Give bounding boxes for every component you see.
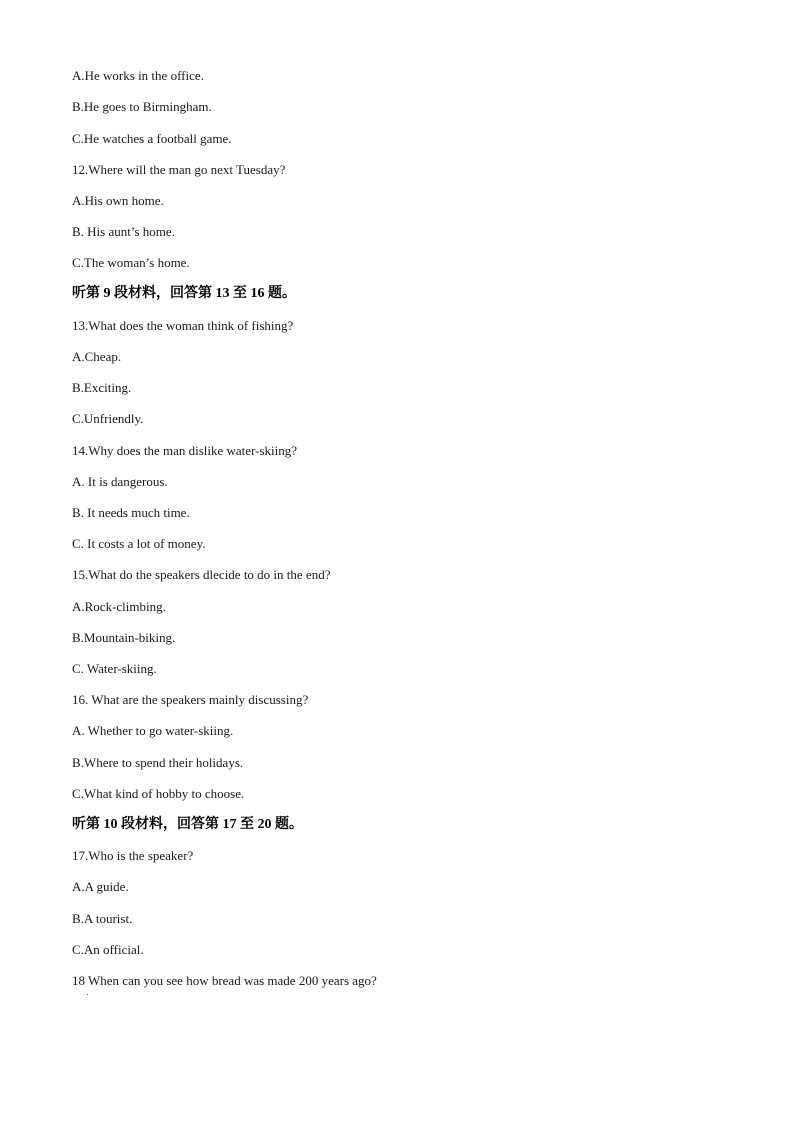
question-14: 14.Why does the man dislike water-skiing? xyxy=(72,443,298,458)
option-17b: B.A tourist. xyxy=(72,911,133,926)
option-16c: C.What kind of hobby to choose. xyxy=(72,786,245,801)
option-11c: C.He watches a football game. xyxy=(72,131,232,146)
option-12b: B. His aunt’s home. xyxy=(72,224,175,239)
section-heading-10: 听第 10 段材料，回答第 17 至 20 题。 xyxy=(72,817,303,832)
option-15c: C. Water-skiing. xyxy=(72,661,157,676)
section-heading-9: 听第 9 段材料，回答第 13 至 16 题。 xyxy=(72,286,296,301)
question-15: 15.What do the speakers dlecide to do in the end? xyxy=(72,567,331,582)
question-18: 18 When can you see how bread was made 200 years ago? xyxy=(72,973,377,988)
option-17c: C.An official. xyxy=(72,942,144,957)
option-13a: A.Cheap. xyxy=(72,349,122,364)
option-17a: A.A guide. xyxy=(72,879,129,894)
option-14c: C. It costs a lot of money. xyxy=(72,536,206,551)
option-14b: B. It needs much time. xyxy=(72,505,190,520)
option-14a: A. It is dangerous. xyxy=(72,474,168,489)
question-17: 17.Who is the speaker? xyxy=(72,848,194,863)
option-16b: B.Where to spend their holidays. xyxy=(72,755,244,770)
option-12c: C.The woman’s home. xyxy=(72,255,190,270)
option-11b: B.He goes to Birmingham. xyxy=(72,99,212,114)
option-15b: B.Mountain-biking. xyxy=(72,630,176,645)
option-16a: A. Whether to go water-skiing. xyxy=(72,723,234,738)
question-13: 13.What does the woman think of fishing? xyxy=(72,318,294,333)
question-16: 16. What are the speakers mainly discussing? xyxy=(72,692,309,707)
question-12: 12.Where will the man go next Tuesday? xyxy=(72,162,286,177)
option-13c: C.Unfriendly. xyxy=(72,411,144,426)
option-12a: A.His own home. xyxy=(72,193,164,208)
option-15a: A.Rock-climbing. xyxy=(72,599,166,614)
option-11a: A.He works in the office. xyxy=(72,68,204,83)
option-13b: B.Exciting. xyxy=(72,380,132,395)
stray-dot xyxy=(87,994,88,995)
